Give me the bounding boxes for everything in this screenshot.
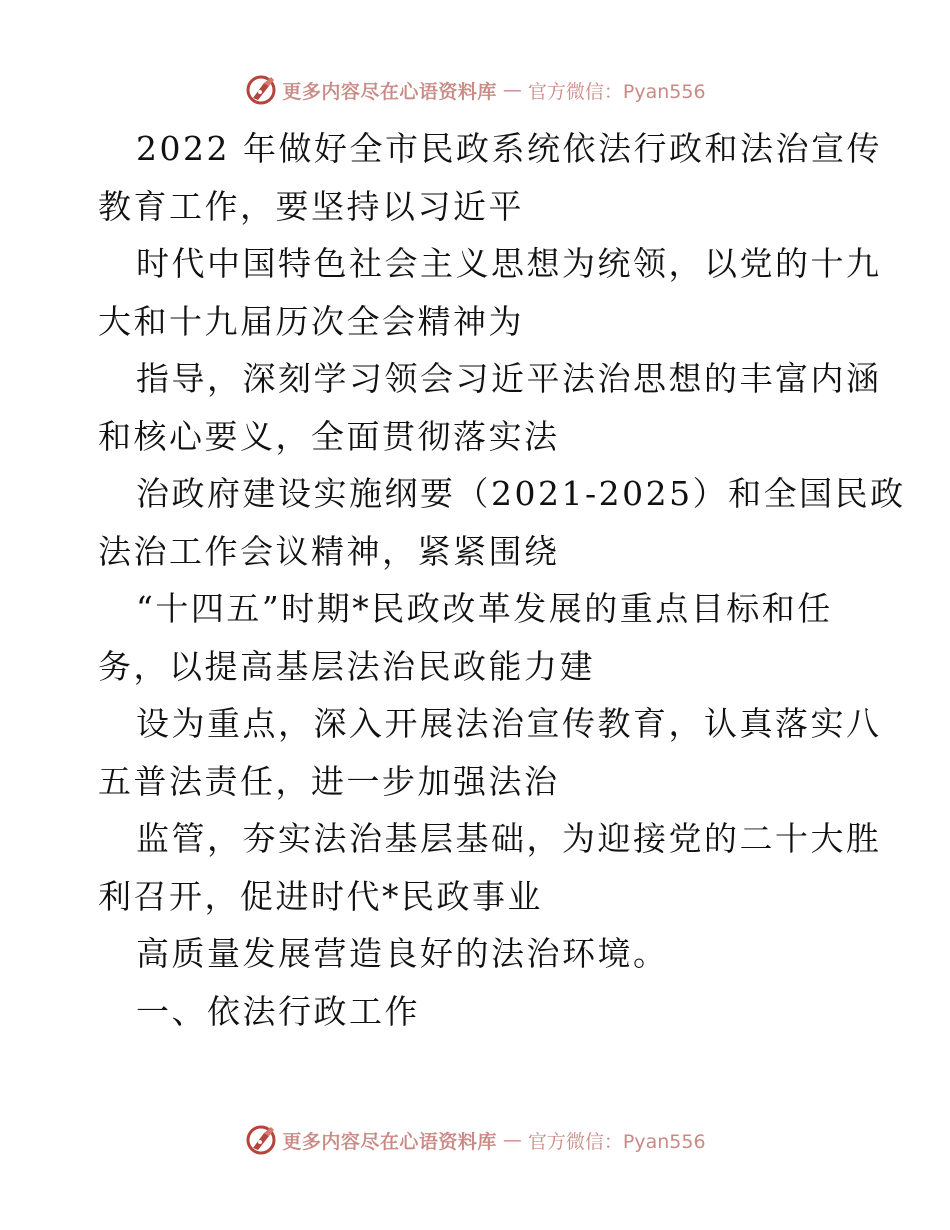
- header-separator: —: [502, 79, 522, 101]
- body-line: 高质量发展营造良好的法治环境。: [136, 934, 669, 973]
- header-watermark-banner: [0, 70, 950, 110]
- fountain-pen-nib-icon: [244, 73, 278, 107]
- body-line: 五普法责任，进一步加强法治: [98, 761, 560, 801]
- header-promo-text: 更多内容尽在心语资料库: [282, 80, 497, 103]
- body-line: 利召开，促进时代*民政事业: [98, 876, 543, 916]
- footer-contact-text: 官方微信：Pyan556: [527, 1130, 706, 1153]
- body-line: 2022 年做好全市民政系统依法行政和法治宣传: [136, 129, 882, 168]
- body-line: 监管，夯实法治基层基础，为迎接党的二十大胜: [136, 819, 882, 858]
- body-line: 和核心要义，全面贯彻落实法: [98, 416, 560, 456]
- header-contact-text: 官方微信：Pyan556: [527, 80, 706, 103]
- footer-promo-text: 更多内容尽在心语资料库: [282, 1130, 497, 1153]
- body-line: 指导，深刻学习领会习近平法治思想的丰富内涵: [136, 359, 882, 398]
- body-line: “十四五”时期*民政改革发展的重点目标和任: [136, 589, 833, 628]
- body-line: 大和十九届历次全会精神为: [98, 301, 524, 341]
- fountain-pen-nib-icon: [244, 1123, 278, 1157]
- body-line: 治政府建设实施纲要（2021-2025）和全国民政: [136, 474, 906, 513]
- body-line: 设为重点，深入开展法治宣传教育，认真落实八: [136, 704, 882, 743]
- body-line: 时代中国特色社会主义思想为统领，以党的十九: [136, 244, 882, 283]
- footer-watermark-banner: [0, 1120, 950, 1160]
- footer-separator: —: [502, 1129, 522, 1151]
- body-line: 教育工作，要坚持以习近平: [98, 186, 524, 226]
- document-body: [98, 120, 906, 1040]
- body-line: 法治工作会议精神，紧紧围绕: [98, 531, 560, 571]
- section-heading: 一、依法行政工作: [136, 991, 420, 1031]
- body-line: 务，以提高基层法治民政能力建: [98, 646, 595, 686]
